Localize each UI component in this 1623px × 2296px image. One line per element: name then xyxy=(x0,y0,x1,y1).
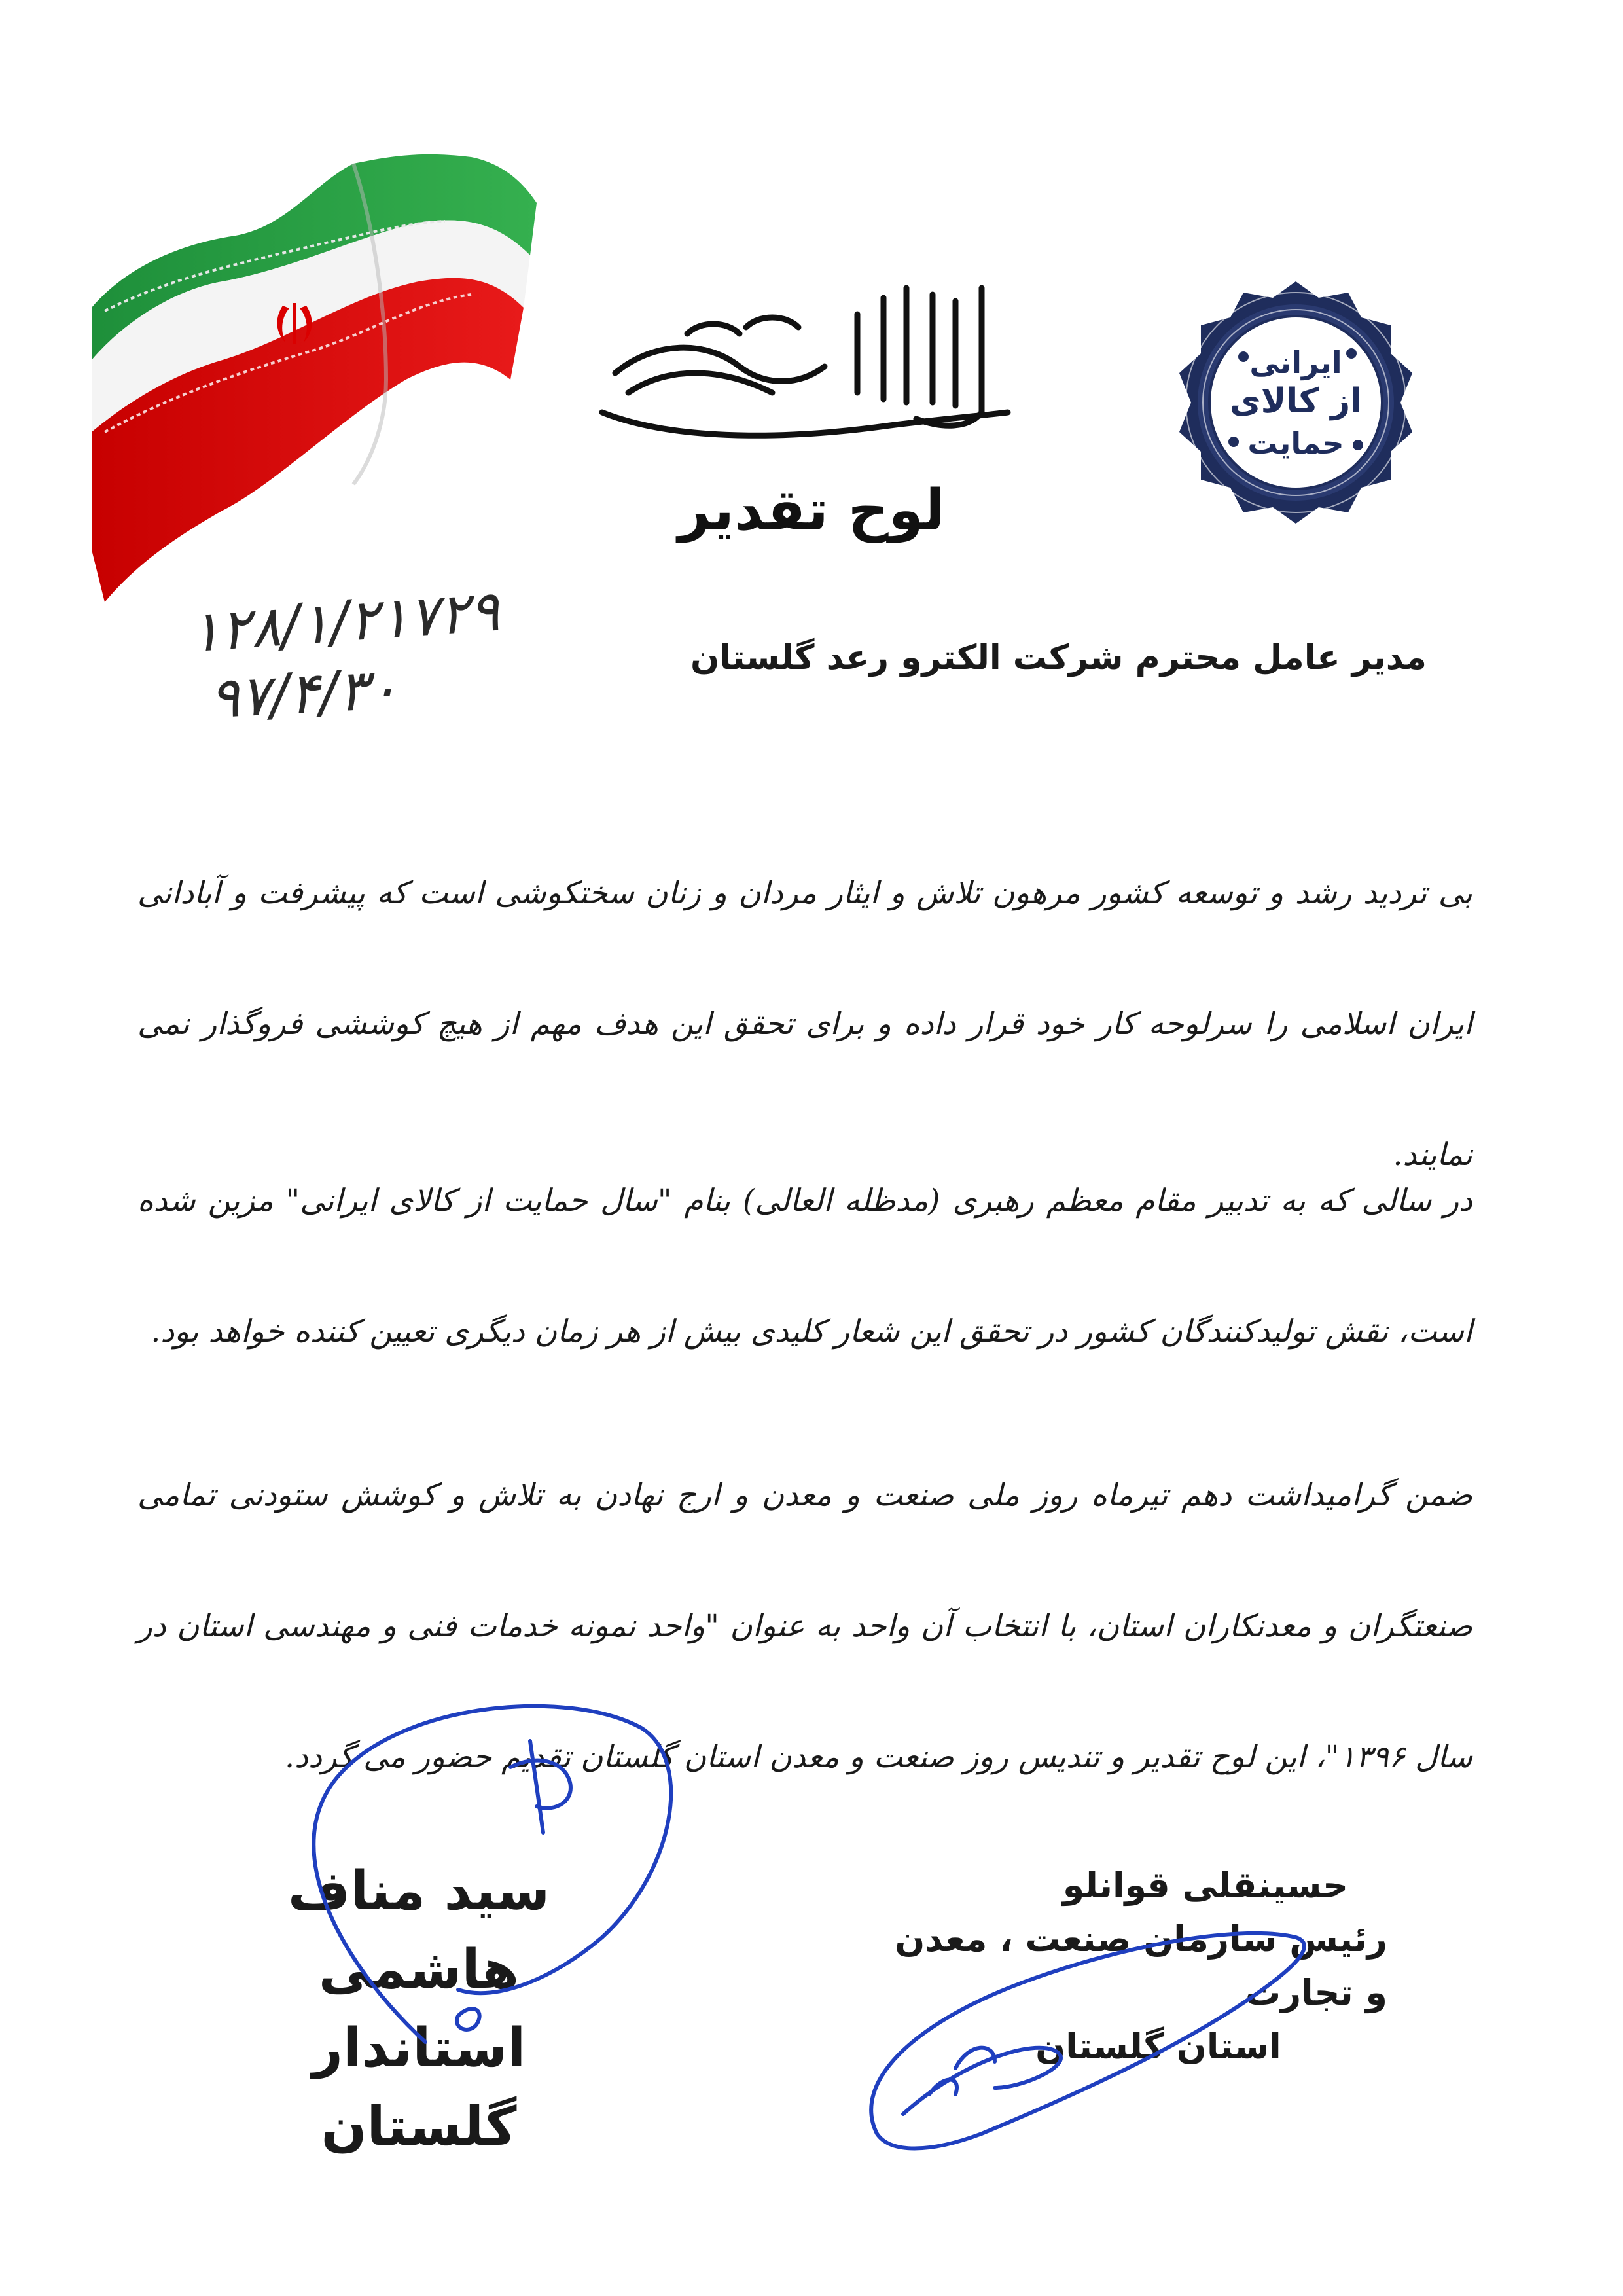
signer-org: استان گلستان xyxy=(1035,2026,1281,2067)
basmala-flourish-icon xyxy=(576,262,1034,458)
handwritten-number: ۱۲۸/۱/۲۱۷۲۹ xyxy=(188,578,502,666)
signer-title: استاندار گلستان xyxy=(312,2017,526,2158)
signer-name: حسینقلی قوانلو xyxy=(1062,1865,1348,1906)
body-paragraph-1: بی تردید رشد و توسعه کشور مرهون تلاش و ایثار مردان و زنان سختکوشی است که پیشرفت و آبادانی ایران اسلامی را سرلوحه کار خود قرار داده و برای تحقق این هدف مهم از هیچ کوششی فروگذار نمی نمایند. xyxy=(137,875,1472,1173)
signature-organization-head xyxy=(877,1859,1387,2073)
body-paragraph-3: ضمن گرامیداشت دهم تیرماه روز ملی صنعت و معدن و ارج نهادن به تلاش و کوشش ستودنی تمامی صنعتگران و معدنکاران استان، با انتخاب آن واحد به عنوان "واحد نمونه خدمات فنی و مهندسی استان در سال ۱۳۹۶"، این لوح تقدیر و تندیس روز صنعت و معدن استان گلستان تقدیم حضور می گردد. xyxy=(137,1477,1472,1775)
signer-name: سید مناف هاشمی xyxy=(287,1860,550,2001)
basmala-calligraphy xyxy=(576,262,1034,458)
signer-title: رئیس سازمان صنعت ، معدن و تجارت xyxy=(895,1918,1387,2013)
page-title: لوح تقدیر xyxy=(678,478,945,543)
svg-text:از کالای: از کالای xyxy=(1229,382,1363,421)
svg-text:ایرانی: ایرانی xyxy=(1249,345,1342,380)
svg-text:حمایت: حمایت xyxy=(1247,425,1344,461)
handwritten-date: ۹۷/۴/۳۰ xyxy=(207,656,401,732)
signature-governor xyxy=(236,1852,602,2166)
body-paragraph-2: در سالی که به تدبیر مقام معظم رهبری (مدظله العالی) بنام "سال حمایت از کالای ایرانی" مزین شده است، نقش تولیدکنندگان کشور در تحقق این شعار کلیدی بیش از هر زمان دیگری تعیین کننده خواهد بود. xyxy=(137,1183,1472,1350)
addressee-line: مدیر عامل محترم شرکت الکترو رعد گلستان xyxy=(690,638,1427,677)
